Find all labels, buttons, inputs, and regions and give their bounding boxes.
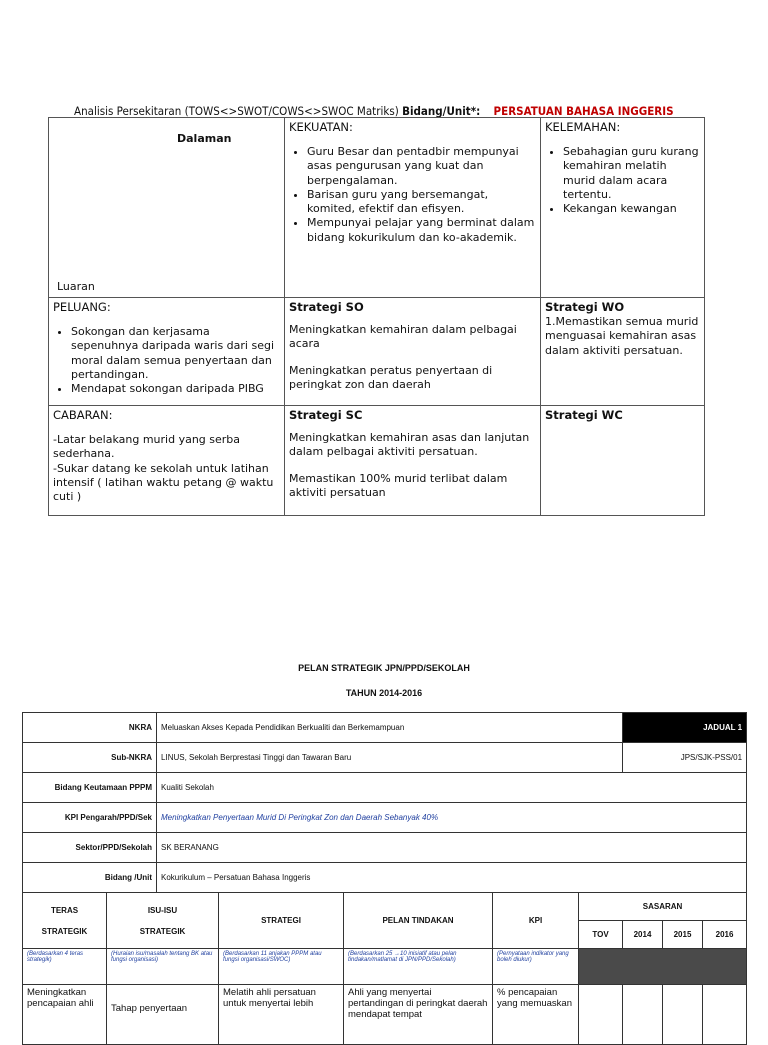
header-strategi: STRATEGI bbox=[219, 893, 344, 949]
kekuatan-cell bbox=[285, 118, 541, 298]
bidang-value: Kualiti Sekolah bbox=[157, 773, 747, 803]
kekuatan-title: KEKUATAN: bbox=[289, 120, 353, 134]
body-isu: Tahap penyertaan bbox=[107, 985, 219, 1045]
header-teras-2: STRATEGIK bbox=[41, 926, 88, 936]
body-2015 bbox=[663, 985, 703, 1045]
header-pelan: PELAN TINDAKAN bbox=[344, 893, 493, 949]
peluang-cell bbox=[49, 298, 285, 406]
strategi-wo-title: Strategi WO bbox=[545, 300, 625, 314]
body-2016 bbox=[703, 985, 747, 1045]
strategi-so-cell bbox=[285, 298, 541, 406]
shaded-cell bbox=[579, 949, 747, 985]
strategi-sc-line: Memastikan 100% murid terlibat dalam aktiviti persatuan bbox=[289, 471, 508, 499]
list-item: • Sebahagian guru kurang kemahiran melatih murid dalam acara tertentu. bbox=[563, 145, 700, 202]
cabaran-title: CABARAN: bbox=[53, 408, 113, 422]
nkra-label: NKRA bbox=[23, 713, 157, 743]
note-pelan: (Berdasarkan 25 →10 inisiatif atau pelan tindakan/matlamat di JPN/PPD/Sekolah) bbox=[344, 949, 493, 985]
strategi-wo-line: 1.Memastikan semua murid menguasai kemahiran asas dalam aktiviti persatuan. bbox=[545, 314, 699, 357]
plan-title: PELAN STRATEGIK JPN/PPD/SEKOLAH bbox=[298, 663, 470, 673]
header-isu bbox=[107, 893, 219, 949]
header-isu-2: STRATEGIK bbox=[139, 926, 186, 936]
strategi-wo-cell bbox=[541, 298, 705, 406]
kpi-label: KPI Pengarah/PPD/Sek bbox=[23, 803, 157, 833]
note-kpi: (Pernyataan indikator yang boleh diukur) bbox=[493, 949, 579, 985]
header-kpi: KPI bbox=[493, 893, 579, 949]
kelemahan-list bbox=[545, 145, 700, 216]
swot-unit-value: PERSATUAN BAHASA INGGERIS bbox=[493, 104, 674, 118]
dalaman-luaran-cell bbox=[49, 118, 285, 298]
strategi-so-title: Strategi SO bbox=[289, 300, 364, 314]
header-tov: TOV bbox=[579, 921, 623, 949]
plan-table bbox=[22, 712, 747, 1045]
swot-matrix bbox=[48, 117, 705, 516]
body-strategi: Melatih ahli persatuan untuk menyertai lebih bbox=[219, 985, 344, 1045]
unit-label: Bidang /Unit bbox=[23, 863, 157, 893]
header-teras-1: TERAS bbox=[50, 905, 79, 915]
swot-header-prefix: Analisis Persekitaran (TOWS<>SWOT/COWS<>SWOC Matriks) bbox=[74, 104, 399, 118]
swot-header bbox=[74, 104, 734, 118]
jadual-badge: JADUAL 1 bbox=[623, 713, 747, 743]
header-teras bbox=[23, 893, 107, 949]
body-tov bbox=[579, 985, 623, 1045]
subnkra-value: LINUS, Sekolah Berprestasi Tinggi dan Tawaran Baru bbox=[157, 743, 623, 773]
bidang-label: Bidang Keutamaan PPPM bbox=[23, 773, 157, 803]
body-teras: Meningkatkan pencapaian ahli bbox=[23, 985, 107, 1045]
dalaman-label: Dalaman bbox=[177, 132, 232, 145]
strategi-so-line: Meningkatkan peratus penyertaan di peringkat zon dan daerah bbox=[289, 363, 493, 391]
list-item: • Mendapat sokongan daripada PIBG bbox=[71, 382, 280, 396]
kekuatan-list bbox=[289, 145, 536, 245]
list-item: • Barisan guru yang bersemangat, komited, efektif dan efisyen. bbox=[307, 188, 536, 217]
list-item: • Guru Besar dan pentadbir mempunyai asas pengurusan yang kuat dan berpengalaman. bbox=[307, 145, 536, 188]
note-isu: (Huraian isu/masalah tentang BK atau fungsi organisasi) bbox=[107, 949, 219, 985]
peluang-title: PELUANG: bbox=[53, 300, 111, 314]
header-2015: 2015 bbox=[663, 921, 703, 949]
subnkra-label: Sub-NKRA bbox=[23, 743, 157, 773]
swot-unit-label: Bidang/Unit*: bbox=[402, 104, 481, 118]
cabaran-line: -Sukar datang ke sekolah untuk latihan intensif ( latihan waktu petang @ waktu cuti ) bbox=[53, 461, 274, 504]
sektor-value: SK BERANANG bbox=[157, 833, 747, 863]
kelemahan-cell bbox=[541, 118, 705, 298]
list-item: • Mempunyai pelajar yang berminat dalam bidang kokurikulum dan ko-akademik. bbox=[307, 216, 536, 245]
list-item: • Kekangan kewangan bbox=[563, 202, 700, 216]
body-kpi: % pencapaian yang memuaskan bbox=[493, 985, 579, 1045]
header-sasaran: SASARAN bbox=[579, 893, 747, 921]
body-2014 bbox=[623, 985, 663, 1045]
strategi-so-line: Meningkatkan kemahiran dalam pelbagai acara bbox=[289, 322, 517, 351]
unit-value: Kokurikulum – Persatuan Bahasa Inggeris bbox=[157, 863, 747, 893]
header-2016: 2016 bbox=[703, 921, 747, 949]
kelemahan-title: KELEMAHAN: bbox=[545, 120, 621, 134]
strategi-sc-cell bbox=[285, 406, 541, 516]
strategi-sc-title: Strategi SC bbox=[289, 408, 363, 422]
note-teras: (Berdasarkan 4 teras strategik) bbox=[23, 949, 107, 985]
note-strategi: (Berdasarkan 11 anjakan PPPM atau fungsi organisasi/SWOC) bbox=[219, 949, 344, 985]
kpi-value: Meningkatkan Penyertaan Murid Di Peringkat Zon dan Daerah Sebanyak 40% bbox=[157, 803, 747, 833]
header-2014: 2014 bbox=[623, 921, 663, 949]
body-pelan: Ahli yang menyertai pertandingan di peringkat daerah mendapat tempat bbox=[344, 985, 493, 1045]
peluang-list bbox=[53, 325, 280, 396]
cabaran-line: -Latar belakang murid yang serba sederhana. bbox=[53, 432, 241, 461]
plan-year: TAHUN 2014-2016 bbox=[345, 688, 423, 698]
strategi-wc-title: Strategi WC bbox=[545, 408, 623, 422]
header-isu-1: ISU-ISU bbox=[147, 905, 178, 915]
strategi-sc-line: Meningkatkan kemahiran asas dan lanjutan dalam pelbagai aktiviti persatuan. bbox=[289, 430, 530, 459]
list-item: • Sokongan dan kerjasama sepenuhnya daripada waris dari segi moral dalam semua penyertaan dan pertandingan. bbox=[71, 325, 280, 382]
strategi-wc-cell bbox=[541, 406, 705, 516]
sektor-label: Sektor/PPD/Sekolah bbox=[23, 833, 157, 863]
cabaran-cell bbox=[49, 406, 285, 516]
luaran-label: Luaran bbox=[57, 280, 95, 293]
nkra-value: Meluaskan Akses Kepada Pendidikan Berkualiti dan Berkemampuan bbox=[157, 713, 623, 743]
plan-code: JPS/SJK-PSS/01 bbox=[623, 743, 747, 773]
